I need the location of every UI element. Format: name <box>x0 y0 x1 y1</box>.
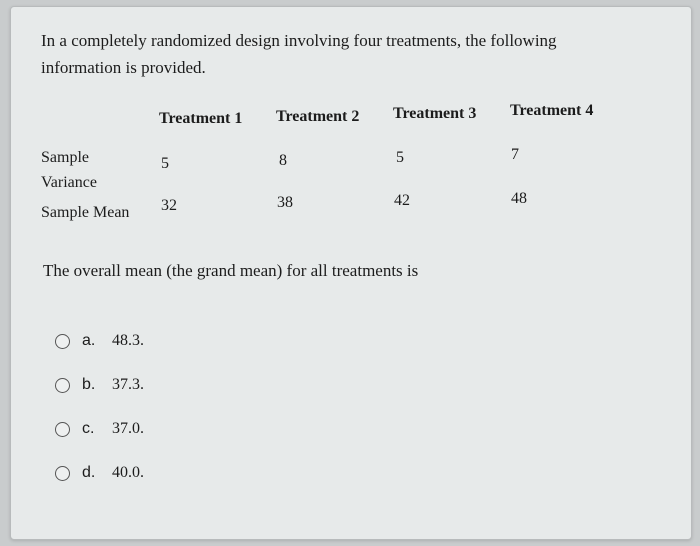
variance-treatment-3: 5 <box>396 149 404 166</box>
option-letter: d. <box>82 464 96 481</box>
header-treatment-1: Treatment 1 <box>159 110 243 127</box>
question-text: In a completely randomized design involving four treatments, the following information is provided. <box>41 31 557 77</box>
option-b[interactable] <box>55 373 144 397</box>
option-a[interactable] <box>55 329 144 353</box>
mean-treatment-1: 32 <box>161 197 177 214</box>
option-letter: a. <box>82 332 96 349</box>
row-label-sample-mean: Sample Mean <box>41 204 130 221</box>
option-letter: c. <box>82 420 95 437</box>
option-value: 40.0. <box>112 464 144 481</box>
row-label-sample-variance: Sample Variance <box>41 149 97 191</box>
radio-button-icon[interactable] <box>55 378 70 393</box>
mean-treatment-2: 38 <box>277 194 293 211</box>
radio-button-icon[interactable] <box>55 466 70 481</box>
radio-button-icon[interactable] <box>55 422 70 437</box>
question-prompt: The overall mean (the grand mean) for all treatments is <box>43 261 419 280</box>
mean-treatment-3: 42 <box>394 192 410 209</box>
question-card <box>10 6 692 540</box>
option-value: 37.0. <box>112 420 144 437</box>
mean-treatment-4: 48 <box>511 190 527 207</box>
radio-button-icon[interactable] <box>55 334 70 349</box>
header-treatment-2: Treatment 2 <box>276 108 360 125</box>
option-value: 48.3. <box>112 332 144 349</box>
header-treatment-4: Treatment 4 <box>510 102 594 119</box>
variance-treatment-4: 7 <box>511 146 519 163</box>
header-treatment-3: Treatment 3 <box>393 105 477 122</box>
option-c[interactable] <box>55 417 144 441</box>
option-value: 37.3. <box>112 376 144 393</box>
option-d[interactable] <box>55 461 144 485</box>
variance-treatment-1: 5 <box>161 155 169 172</box>
variance-treatment-2: 8 <box>279 152 287 169</box>
option-letter: b. <box>82 376 96 393</box>
